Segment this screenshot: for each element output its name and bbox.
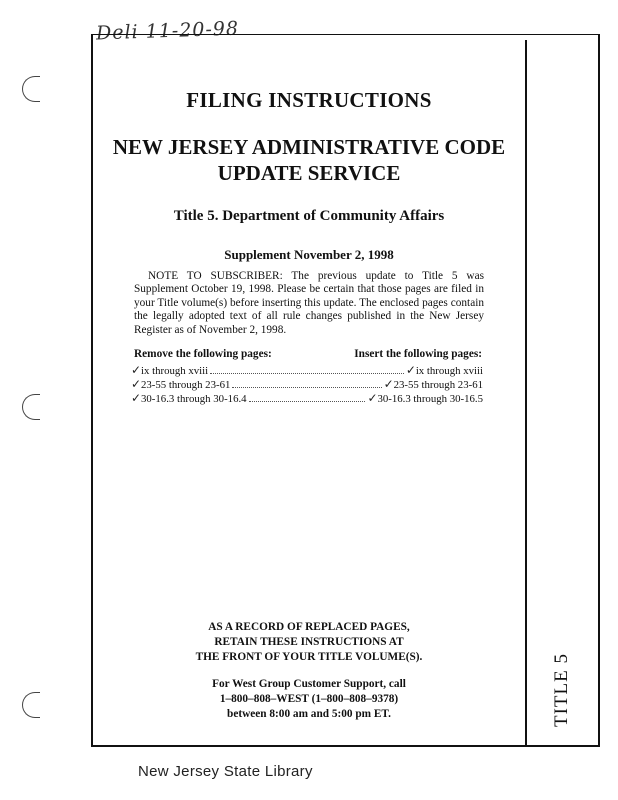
supplement-date: Supplement November 2, 1998 [224,247,394,262]
support-line: For West Group Customer Support, call [212,678,406,690]
support-hours: between 8:00 am and 5:00 pm ET. [227,708,391,720]
tab-label: TITLE 5 [551,653,572,728]
dot-leader [210,364,404,374]
binder-hole-top [22,76,40,102]
insert-range: ix through xviii [415,365,483,377]
checkmark-icon: ✓ [405,363,416,377]
dot-leader [232,378,381,388]
binder-hole-bottom [22,692,40,718]
insert-range: 23-55 through 23-61 [393,379,483,391]
checkmark-icon: ✓ [131,363,142,377]
insert-range: 30-16.3 through 30-16.5 [377,393,483,405]
insert-pages-header: Insert the following pages: [354,348,482,360]
record-line: RETAIN THESE INSTRUCTIONS AT [214,636,404,648]
filing-row [131,377,483,391]
support-phone: 1–800–808–WEST (1–800–808–9378) [219,693,399,705]
checkmark-icon: ✓ [367,391,378,405]
dot-leader [249,392,366,402]
page-title: FILING INSTRUCTIONS [186,88,432,112]
customer-support [94,677,524,722]
subscriber-note: NOTE TO SUBSCRIBER: The previous update to Title 5 was Supplement October 19, 1998. Please be certain that those pages are filed in your Title volume(s) before inserting this update. The enclosed pages contain the legally adopted text of all rule changes published in the New Jersey Register as of November 2, 1998. [134,270,484,336]
code-title [94,134,524,186]
checkmark-icon: ✓ [131,377,142,391]
checkmark-icon: ✓ [383,377,394,391]
record-line: THE FRONT OF YOUR TITLE VOLUME(S). [195,651,423,663]
bottom-rule [93,745,598,747]
binder-hole-middle [22,394,40,420]
filing-row [131,363,483,377]
handwritten-note: Deli 11-20-98 [95,17,240,45]
remove-pages-header: Remove the following pages: [134,348,272,360]
remove-range: 23-55 through 23-61 [141,379,231,391]
record-line: AS A RECORD OF REPLACED PAGES, [208,621,410,633]
record-instructions [94,620,524,665]
library-stamp: New Jersey State Library [138,763,313,780]
department-heading: Title 5. Department of Community Affairs [173,208,445,224]
remove-range: ix through xviii [141,365,209,377]
code-title-line-1: NEW JERSEY ADMINISTRATIVE CODE [112,135,506,159]
title-tab [520,640,604,740]
code-title-line-2: UPDATE SERVICE [217,161,401,185]
remove-range: 30-16.3 through 30-16.4 [141,393,247,405]
checkmark-icon: ✓ [131,391,142,405]
filing-row [131,391,483,405]
